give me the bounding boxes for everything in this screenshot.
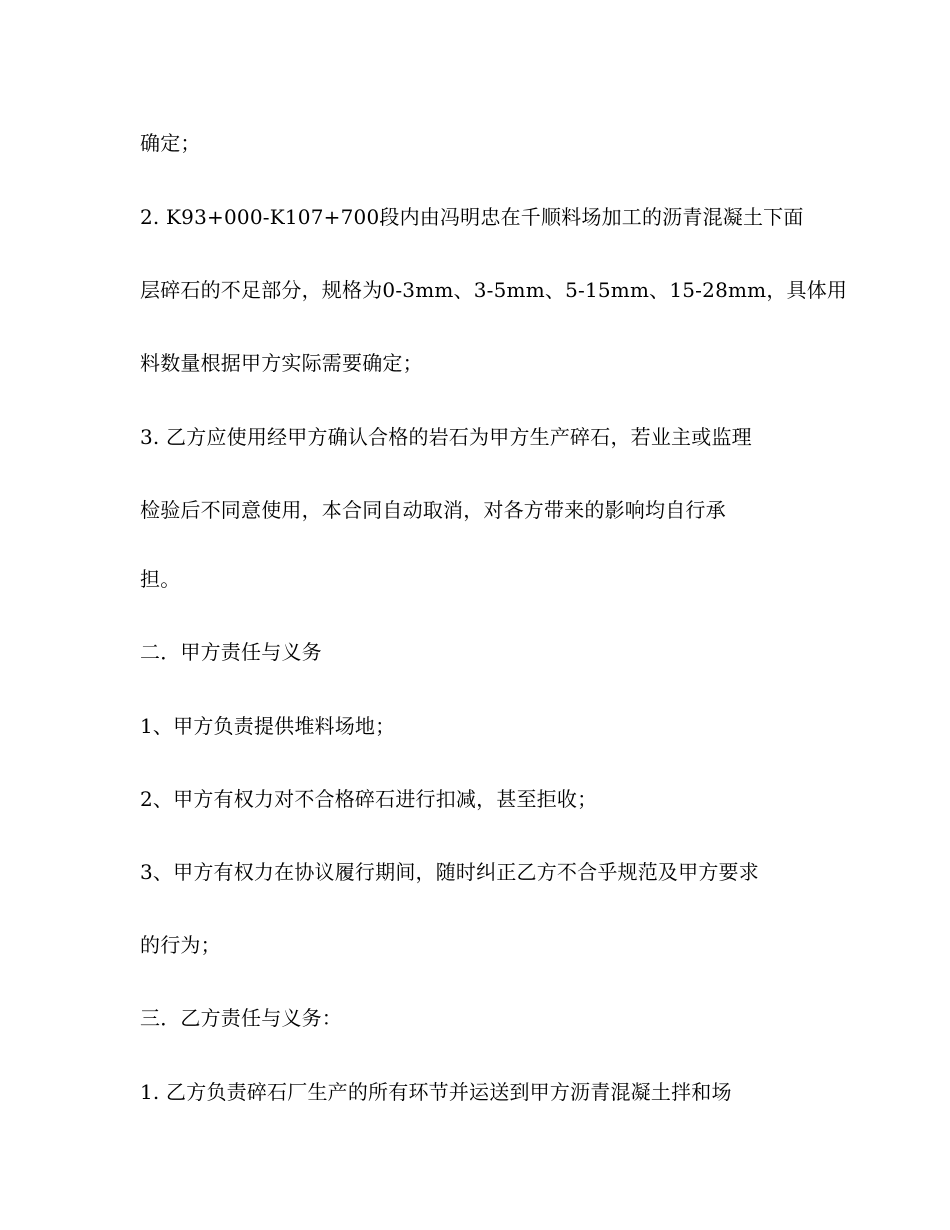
text-line: 检验后不同意使用，本合同自动取消，对各方带来的影响均自行承 bbox=[140, 498, 726, 522]
section-heading: 三．乙方责任与义务： bbox=[140, 1006, 342, 1030]
text-line: 2、甲方有权力对不合格碎石进行扣减，甚至拒收； bbox=[140, 787, 598, 811]
text-line: 1、甲方负责提供堆料场地； bbox=[140, 714, 396, 738]
text-line: 2. K93+000-K107+700段内由冯明忠在千顺料场加工的沥青混凝土下面 bbox=[140, 205, 804, 229]
text-line: 担。 bbox=[140, 567, 181, 591]
text-line: 的行为； bbox=[140, 933, 221, 957]
text-line: 层碎石的不足部分，规格为0-3mm、3-5mm、5-15mm、15-28mm，具体用 bbox=[140, 278, 848, 302]
text-line: 3、甲方有权力在协议履行期间，随时纠正乙方不合乎规范及甲方要求 bbox=[140, 860, 759, 884]
text-line: 确定； bbox=[140, 131, 201, 155]
text-line: 料数量根据甲方实际需要确定； bbox=[140, 351, 423, 375]
section-heading: 二．甲方责任与义务 bbox=[140, 640, 322, 664]
text-line: 1. 乙方负责碎石厂生产的所有环节并运送到甲方沥青混凝土拌和场 bbox=[140, 1080, 732, 1104]
text-line: 3. 乙方应使用经甲方确认合格的岩石为甲方生产碎石，若业主或监理 bbox=[140, 425, 752, 449]
